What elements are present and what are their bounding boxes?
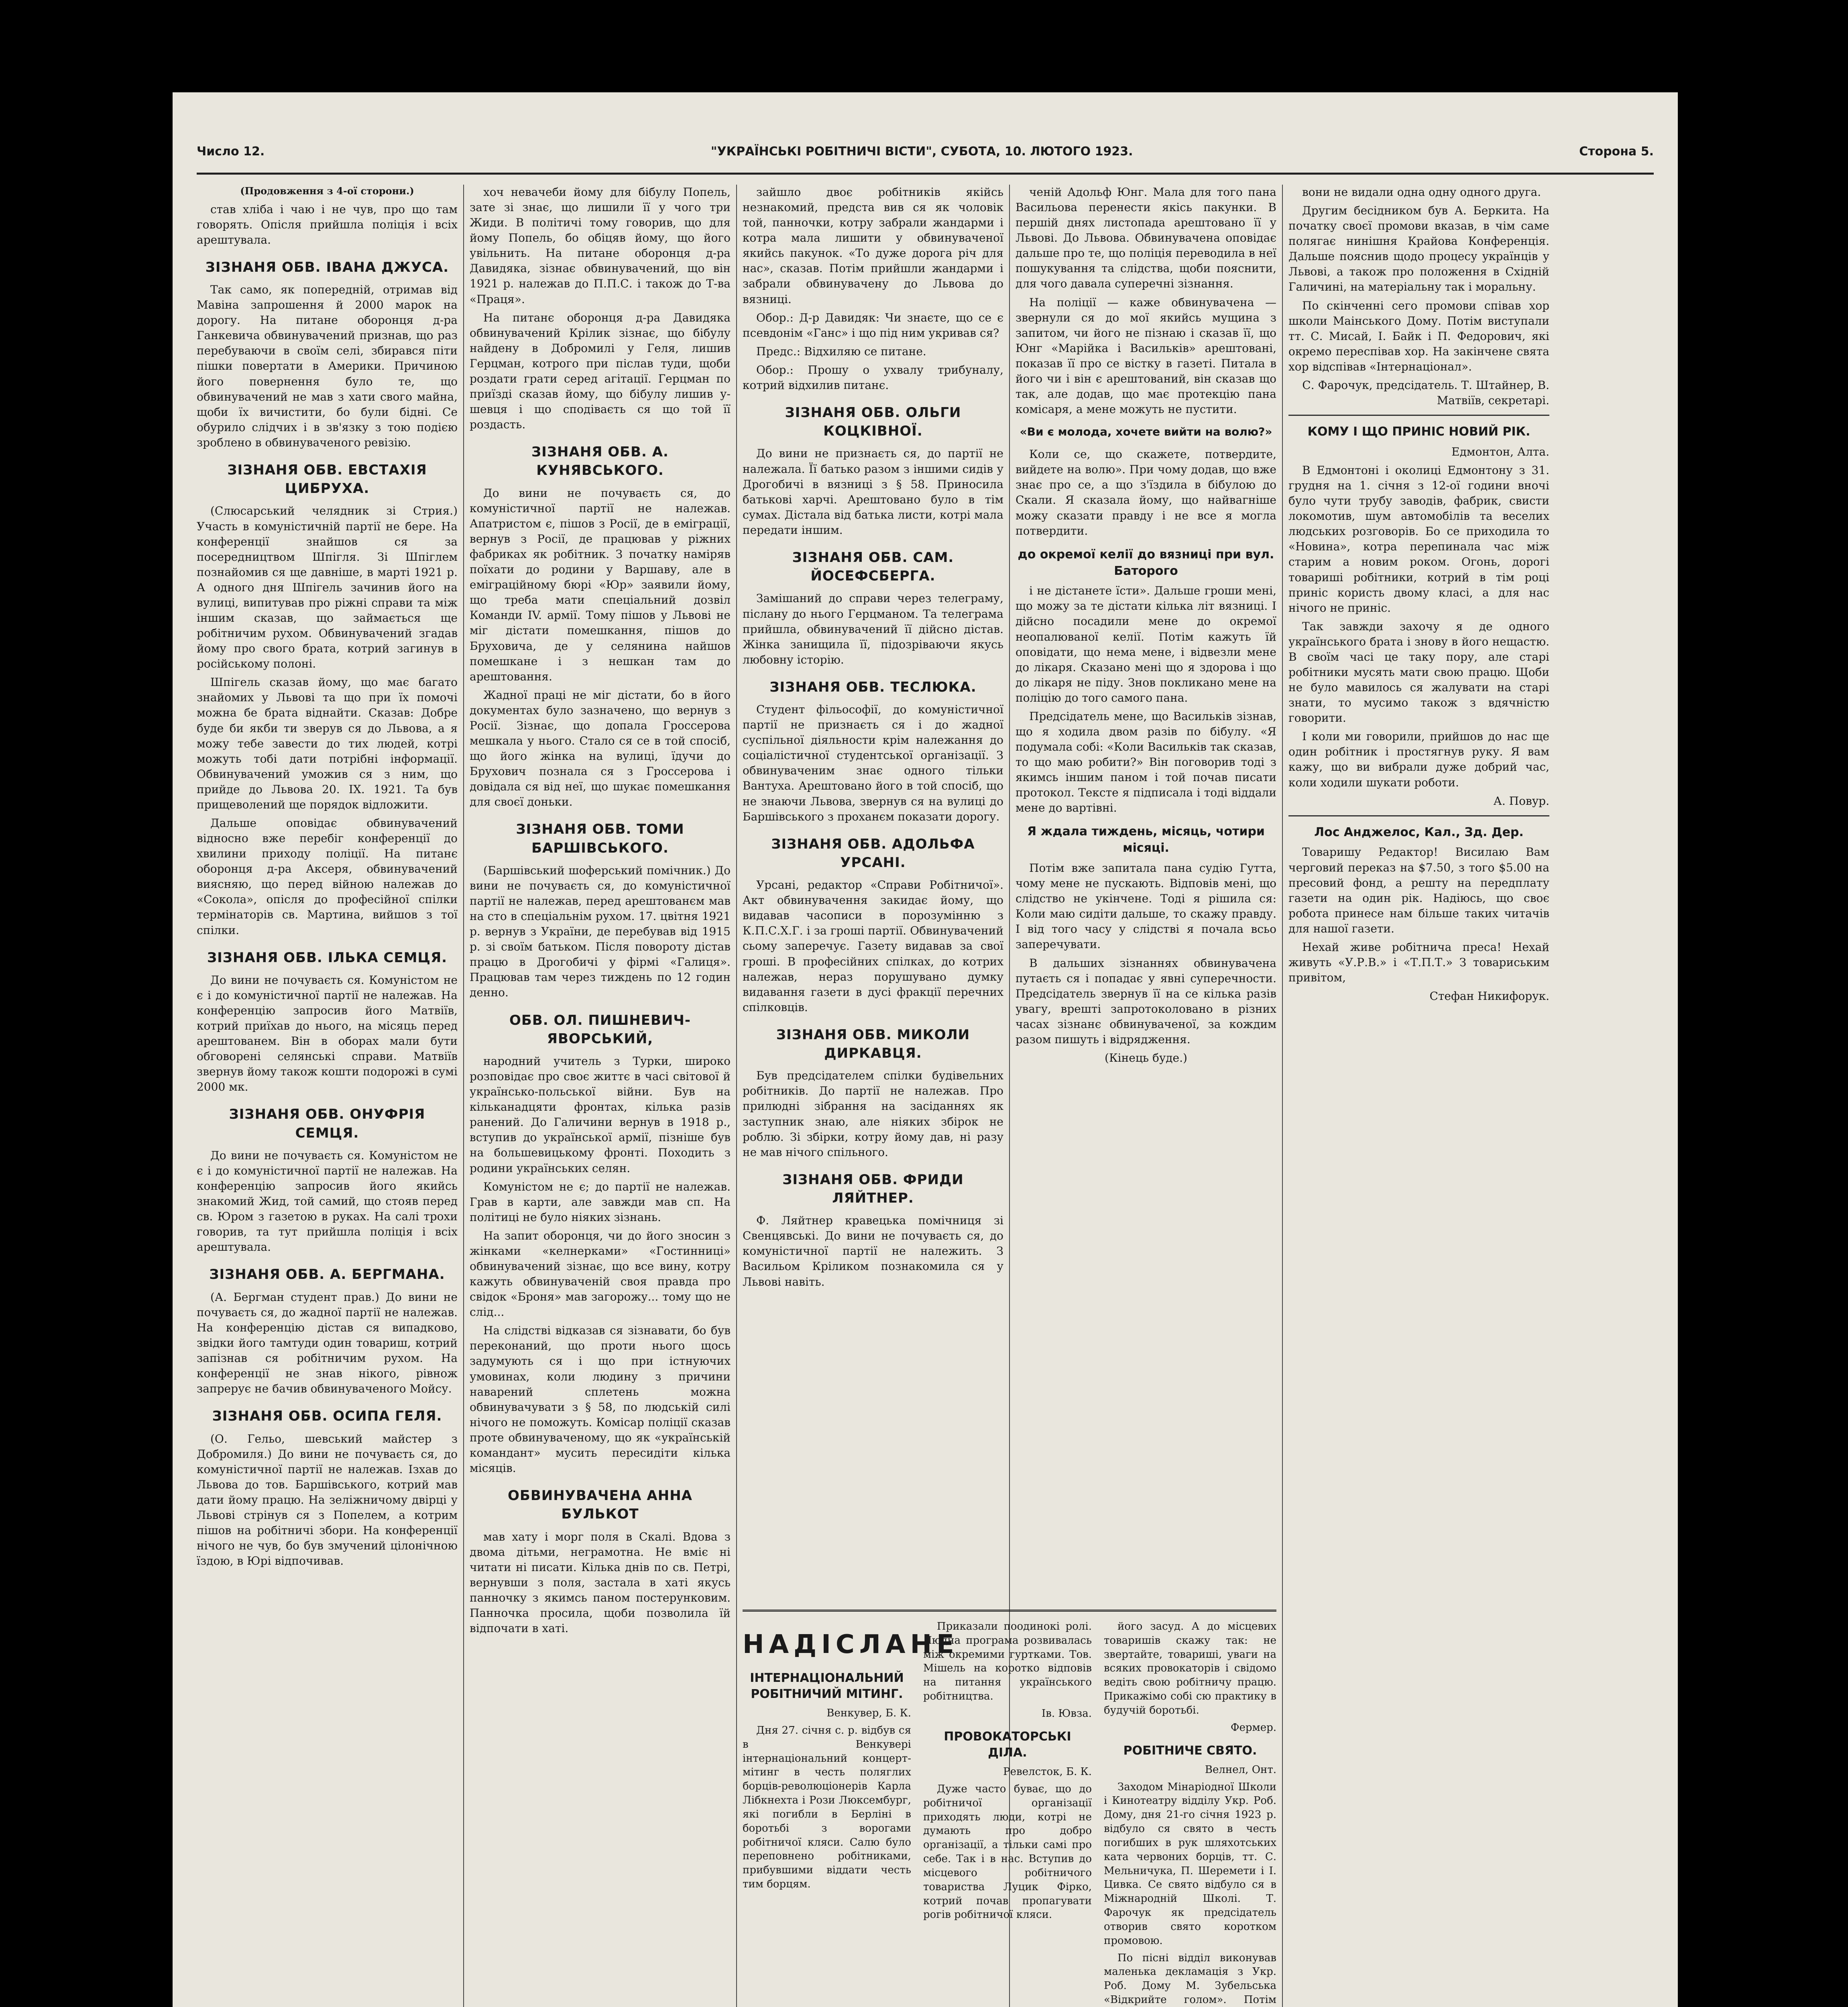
article-text: (Баршівський шоферський помічник.) До вини не почуваєть ся, до комуністичної партії не належав, перед арештованєм мав на сто в спеціальнім рухом. 17. цвітня 1921 р. вернув з України, де перебував від 1915 р. зі своїм батьком. Після повороту дістав працю в Дрогобичі у фірмі «Галиця». Працював там через тиждень по 12 годин денно. bbox=[470, 863, 731, 999]
article-text: Обор.: Прошу о ухвалу трибуналу, котрий відхилив питанє. bbox=[743, 363, 1003, 392]
box-column-1 bbox=[743, 1620, 959, 2007]
section-heading: ПРОВОКАТОРСЬКІ ДІЛА. bbox=[944, 1729, 1071, 1760]
dateline: Венкувер, Б. К. bbox=[826, 1707, 911, 1720]
article-text: На поліції — каже обвинувачена — звернули ся до мої якийсь мущина з запитом, чи його не пізнаю і сказав її, що Юнг «Марійка і Васильків» арештовані, показав її про се вістку в газеті. Питала в його чи і він є арештований, він сказав що так, але додав, що має протекцію пана комісаря, а мене можуть не пустити. bbox=[1016, 295, 1276, 416]
box-column-3 bbox=[1104, 1620, 1276, 2007]
signature: Фермер. bbox=[1230, 1721, 1276, 1734]
article-text: Студент фільософії, до комуністичної партії не признаєть ся і до жадної суспільної діяльности крім належання до соціалістичної студентської організації. З обвинуваченим знає одного тільки Вантуха. Арештовано його в той спосіб, що не знаючи Львова, звернув ся на вулиці до Баршівського з проханєм показати дорогу. bbox=[743, 703, 1003, 823]
divider bbox=[1288, 415, 1549, 416]
divider bbox=[1288, 815, 1549, 816]
article-text: Другим бесідником був А. Беркита. На початку своєї промови вказав, в чім саме полягає нинішня Крайова Конференція. Дальше пояснив щодо процесу українців у Львові, а також про положення в Східній Галичині, на матеріальну так і моральну. bbox=[1288, 204, 1549, 294]
article-text: Коли се, що скажете, потвердите, вийдете на волю». При чому додав, що вже знає про се, а що з'їздила в бібулою до Скали. Я сказала йому, що найвагніше можу сказати правду і не все я могла потвердити. bbox=[1016, 448, 1276, 537]
article-text: До вини не почуваєть ся. Комуністом не є і до комуністичної партії не належав. На конференцію запросив його Матвіїв, котрий приїхав до нього, на місяць перед арештованем. Він в оборах мали бути обговорені селянські справи. Матвіїв звернув йому також кошти подорожі в сумі 2000 мк. bbox=[197, 973, 458, 1094]
article-text: Приказали поодинокі ролі. Людна програма розвивалась між окремими гуртками. Тов. Мішель на коротко відповів на питання українського робітництва. bbox=[923, 1620, 1092, 1703]
pull-quote: «Ви є молода, хочете вийти на волю?» bbox=[1020, 425, 1272, 439]
section-heading: ЗІЗНАНЯ ОБВ. ІЛЬКА СЕМЦЯ. bbox=[207, 949, 448, 966]
article-text: До вини не почуваєть ся. Комуністом не є і до комуністичної партії не належав. На конференцію запросив його якийсь знакомий Жид, той самий, що стояв перед св. Юром з газетою в руках. На салі трохи говорив, та тут прийшла поліція і всіх арештувала. bbox=[197, 1148, 458, 1254]
section-heading: ЗІЗНАНЯ ОБВ. ЕВСТАХІЯ ЦИБРУХА. bbox=[227, 462, 427, 497]
end-note: (Кінець буде.) bbox=[1105, 1051, 1187, 1065]
masthead bbox=[197, 145, 1654, 175]
article-text: Так само, як попередній, отримав від Мавіна запрошення й 2000 марок на дорогу. На питане оборонця д-ра Ганкевича обвинувачений признав, що раз перебуваючи в своїм селі, збирався піти пішки повертати в Америки. Причиною його повернення було те, що обвинувачений не мав з хати свого майна, щоби їх вичистити, бо були бідні. Се обурило слідчих і в зв'язку з тою подією зроблено в обвинуваченого ревізію. bbox=[197, 283, 458, 449]
sub-heading: до окремої келії до вязниці при вул. Баторого bbox=[1018, 547, 1274, 578]
article-text: Дня 27. січня с. р. відбув ся в Венкувері інтернаціональний концерт-мітинг в честь поляглих борців-революціонерів Карла Лібкнехта і Рози Люксембург, які погибли в Берліні в боротьбі з ворогами робітничої кляси. Салю було переповнено робітниками, прибувшими віддати честь тим борцям. bbox=[743, 1724, 911, 1891]
article-text: зайшло двоє робітників якійсь незнакомий, предста вив ся як чоловік той, панночки, котру забрали жандарми і котра мала лишити у обвинуваченої якийсь пакунок. «То дуже дорога річ для нас», сказав. Потім прийшли жандарми і забрали обвинувачену до Львова до вязниці. bbox=[743, 185, 1003, 306]
signature: С. Фарочук, предсідатель. Т. Штайнер, В. Матвіїв, секретарі. bbox=[1302, 378, 1549, 407]
section-heading: РОБІТНИЧЕ СВЯТО. bbox=[1123, 1743, 1257, 1758]
article-text: Обор.: Д-р Давидяк: Чи знаєте, що се є псевдонім «Ганс» і що під ним укривав ся? bbox=[743, 311, 1003, 340]
section-heading: ЗІЗНАНЯ ОБВ. ТОМИ БАРШІВСЬКОГО. bbox=[516, 821, 684, 856]
section-heading: ЗІЗНАНЯ ОБВ. ОСИПА ГЕЛЯ. bbox=[212, 1408, 442, 1425]
article-text: На запит оборонця, чи до його зносин з жінками «келнерками» «Гостинниці» обвинувачений зізнає, що все вину, котру кажуть обвинуваченій своя правда про свідок «Броня» мав загорожу... тому що не слід... bbox=[470, 1229, 731, 1319]
submitted-letters-section bbox=[743, 1610, 1276, 2007]
box-column-2 bbox=[923, 1620, 1092, 2007]
article-text: В дальших зізнаннях обвинувачена путаєть ся і попадає у явні суперечности. Предсідатель звернув її на се кілька разів увагу, врешті запротоколовано в різних часах зізнанє обвинуваченої, за кождим разом пишуть і відрядження. bbox=[1016, 956, 1276, 1046]
section-heading: ЗІЗНАНЯ ОБВ. ОНУФРІЯ СЕМЦЯ. bbox=[229, 1106, 425, 1141]
section-heading: ЗІЗНАНЯ ОБВ. САМ. ЙОСЕФСБЕРГА. bbox=[792, 549, 954, 584]
article-text: Товаришу Редактор! Висилаю Вам черговий переказ на $7.50, з того $5.00 на пресовий фонд, а решту на передплату газети на один рік. Надіюсь, що своє робота принесе нам більше таких читачів для нашої газети. bbox=[1288, 845, 1549, 935]
newspaper-page bbox=[173, 92, 1678, 2007]
article-text: Потім вже запитала пана судію Гутта, чому мене не пускають. Відповів мені, що слідство не укінчене. Тоді я рішила ся: Коли маю сидіти дальше, то скажу правду. І від того часу у слідстві я почала всьо заперечувати. bbox=[1016, 861, 1276, 951]
section-title: НАДІСЛАНЕ bbox=[743, 1630, 959, 1659]
section-heading: ЗІЗНАНЯ ОБВ. ТЕСЛЮКА. bbox=[769, 679, 977, 695]
article-text: Комуністом не є; до партії не належав. Грав в карти, але завжди мав сп. На політиці не було ніяких зізнань. bbox=[470, 1180, 731, 1224]
dateline: Едмонтон, Алта. bbox=[1451, 445, 1549, 458]
section-heading: ЗІЗНАНЯ ОБВ. ФРИДИ ЛЯЙТНЕР. bbox=[782, 1171, 964, 1207]
article-text: До вини не почуваєть ся, до комуністичної партії не належав. Апатристом є, пішов з Росії, де в еміграції, вернув з Росії, де працював у ріжних фабриках як робітник. З початку наміряв поїхати до родини у Варшаву, але в еміграційному бюрі «Юр» заявили йому, що треба мати спеціальний дозвіл Команди IV. армії. Тому пішов у Львові не міг дістати помешкання, пішов до Бруховича, де у селянина найшов помешкане і з нешкан там до арештовання. bbox=[470, 486, 731, 683]
article-text: Шпігель сказав йому, що має багато знайомих у Львові та що при їх помочі можна бе брата віднайти. Сказав: Добре буде би якби ти зверув ся до Львова, а я можу тебе завести до тих людей, котрі можуть тобі дати потрібні інформації. Обвинувачений уможив ся з ним, що прийде до Львова 20. IX. 1921. Та був прищеволений ще порядок відложити. bbox=[197, 676, 458, 811]
article-text: До вини не признаєть ся, до партії не належала. Її батько разом з іншими сидів у Дрогобичі в вязниці з § 58. Приносила батькові харчі. Арештовано було в тім сумах. Дістала від батька листи, котрі мала передати іншим. bbox=[743, 447, 1003, 537]
article-text: Урсані, редактор «Справи Робітничої». Акт обвинувачення закидає йому, що видавав часописи в порозумінню з К.П.С.Х.Г. і за гроші партії. Обвинувачений сьому заперечує. Газету видавав за свої гроші. В професійних спілках, до котрих належав, нераз порушувано думку видавання газети в дусі фракції перечних спілковців. bbox=[743, 878, 1003, 1014]
section-heading: ЗІЗНАНЯ ОБВ. ОЛЬГИ КОЦКІВНОЇ. bbox=[785, 405, 961, 440]
article-text: Нехай живе робітнича преса! Нехай живуть «У.Р.В.» і «Т.П.Т.» З товариським привітом, bbox=[1288, 940, 1549, 985]
dateline: Велнел, Онт. bbox=[1205, 1763, 1276, 1776]
article-text: По пісні відділ виконував маленька декламація з Укр. Роб. Дому М. Зубельська «Відкрийте голом». Потім bbox=[1104, 1952, 1276, 2006]
dateline: Ревелсток, Б. К. bbox=[1003, 1766, 1092, 1778]
section-heading: ОБВИНУВАЧЕНА АННА БУЛЬКОТ bbox=[508, 1488, 692, 1523]
newspaper-title-date: "УКРАЇНСЬКІ РОБІТНИЧІ ВІСТИ", СУБОТА, 10. ЛЮТОГО 1923. bbox=[710, 145, 1133, 159]
article-text: Був предсідателем спілки будівельних робітників. До партії не належав. Про прилюдні зібрання на засіданнях як заступник знаю, але ніяких збірок не роблю. Зі збірки, котру йому дав, ні разу не мав нічого спільного. bbox=[743, 1069, 1003, 1159]
article-text: І коли ми говорили, прийшов до нас ще один робітник і простягнув руку. Я вам кажу, що ви вибрали дуже добрий час, коли ходили шукати роботи. bbox=[1288, 730, 1549, 789]
article-text: вони не видали одна одну одного друга. bbox=[1302, 185, 1541, 199]
article-text: (А. Бергман студент прав.) До вини не почуваєть ся, до жадної партії не належав. На конференцію дістав ся випадково, звідки його тамтуди один товариш, котрий запізнав ся робітничим рухом. На конференції не знав нікого, рівнож запрерує не бачив обвинуваченого Мойсу. bbox=[197, 1290, 458, 1396]
article-text: Заходом Мінаріодної Школи і Кинотеатру відділу Укр. Роб. Дому, дня 21-го січня 1923 р. відбуло ся свято в честь погибших в рук шляхотських ката червоних борців, тт. С. Мельничука, П. Шеремети і І. Цивка. Се свято відбуло ся в Міжнародній Школі. Т. Фарочук як предсідатель отворив свято коротком промовою. bbox=[1104, 1781, 1276, 1947]
article-text: Предсідатель мене, що Васильків зізнав, що я ходила двом разів по бібулу. «Я подумала собі: «Коли Васильків так сказав, то що маю робити?» Він поговорив тоді з якимсь іншим паном і той почав писати протокол. Тексте я підписала і тоді віддали мене до вартівні. bbox=[1016, 709, 1276, 815]
article-text: Дальше оповідає обвинувачений відносно вже перебіг конференції до хвилини приходу поліції. На питанє оборонця д-ра Аксеря, обвинувачений виясняю, що перед війною належав до «Сокола», опісля до професійної спілки термінаторів св. Мартина, вийшов з тої спілки. bbox=[197, 816, 458, 937]
section-heading: ЗІЗНАНЯ ОБВ. ІВАНА ДЖУСА. bbox=[205, 259, 449, 275]
article-text: На питанє оборонця д-ра Давидяка обвинувачений Крілик зізнає, що бібулу найдену в Добромилі у Геля, лишив Герцман, котрого при післав туди, щоби роздати грати серед агітації. Герцман по приїзді сказав йому, що бібулу лишив у-шевця і що сподіваєть ся що той її роздасть. bbox=[470, 311, 731, 432]
article-text: ченій Адольф Юнг. Мала для того пана Васильова перенести якісь пакунки. В першій днях листопада арештовано її у Львові. До Львова. Обвинувачена оповідає дальше про те, що поліція переводила в неї пошукування та слідства, щоби пояснити, для чого давала суперечні зізнання. bbox=[1016, 185, 1276, 291]
article-text: Дуже часто буває, що до робітничої організації приходять люди, котрі не думають про добро організації, а тільки самі про себе. Так і в нас. Вступив до місцевого робітничого товариства Луцик Фірко, котрий почав пропагувати рогів робітничої кляси. bbox=[923, 1783, 1092, 1921]
column-rule bbox=[1282, 185, 1283, 2007]
article-text: Замішаний до справи через телеграму, післану до нього Герцманом. Та телеграма прийшла, обвинувачений її дійсно дістав. Жінка занищила її, підозріваючи якусь любовну історію. bbox=[743, 592, 1003, 666]
section-heading: ОБВ. ОЛ. ПИШНЕВИЧ-ЯВОРСЬКИЙ, bbox=[509, 1012, 691, 1047]
section-heading: ЗІЗНАНЯ ОБВ. А. КУНЯВСЬКОГО. bbox=[531, 444, 669, 479]
signature: Ів. Ювза. bbox=[1041, 1707, 1092, 1720]
signature: А. Повур. bbox=[1493, 794, 1549, 808]
article-text: Жадної праці не міг дістати, бо в його документах було зазначено, що вернув з Росії. Зізнає, що допала Гроссерова мешкала у нього. Стало ся се в той спосіб, що його жінка на вулиці, їдучи до Брухович познала ся з Гроссерова і довідала ся від неї, що шукає помешкання для своєї доньки. bbox=[470, 688, 731, 809]
sub-heading: Я ждала тиждень, місяць, чотири місяці. bbox=[1027, 824, 1265, 855]
continued-note: (Продовження з 4-ої сторони.) bbox=[240, 185, 414, 197]
section-heading: ІНТЕРНАЦІОНАЛЬНИЙ РОБІТНИЧИЙ МІТИНГ. bbox=[750, 1671, 904, 1701]
column-5 bbox=[1288, 185, 1549, 2007]
section-heading: ЗІЗНАНЯ ОБВ. А. БЕРГМАНА. bbox=[209, 1266, 445, 1283]
article-text: став хліба і чаю і не чув, про що там говорять. Опісля прийшла поліція і всіх арештувала. bbox=[197, 202, 458, 246]
article-text: мав хату і морг поля в Скалі. Вдова з двома дітьми, неграмотна. Не вміє ні читати ні писати. Кілька днів по св. Петрі, вернувши з поля, застала в хаті якусь панночку з якимсь паном постерунковим. Панночка просила, щоби позволила їй відпочати в хаті. bbox=[470, 1530, 731, 1635]
article-text: народний учитель з Турки, широко розповідає про своє життє в часі світової й українсько-польської війни. Був на кільканадцяти фронтах, кілька разів ранений. До Галичини вернув в 1918 р., вступив до української армії, пізніше був на большевицькому фронті. Походить з родини українських селян. bbox=[470, 1054, 731, 1175]
column-rule bbox=[463, 185, 464, 2007]
article-text: і не дістанете їсти». Дальше гроши мені, що можу за те дістати кілька літ вязниці. І дійсно посадили мене до окремої неопалюваної келії. Потім кажуть їй оповідати, що нема мене, і відвезли мене до лікаря. Сказано мені що я здорова і що до лікаря не піду. Знов покликано мене на поліцію до того самого пана. bbox=[1016, 584, 1276, 704]
column-2 bbox=[470, 185, 731, 2007]
column-4 bbox=[1016, 185, 1276, 1602]
article-text: Предс.: Відхиляю се питане. bbox=[756, 344, 926, 358]
article-text: Так завжди захочу я де одного українського брата і знову в його нещастю. В своїм часі це таку пору, але старі робітники мусять мати свою працю. Щоби не було мавилось ся жалувати на старі знати, то мусимо також з вдячністю говорити. bbox=[1288, 619, 1549, 725]
section-heading: ЗІЗНАНЯ ОБВ. АДОЛЬФА УРСАНІ. bbox=[771, 836, 975, 871]
article-text: хоч невачеби йому для бібулу Попель, зате зі знає, що лишили її у чого три Жиди. В політичі тому говорив, що для йому Попель, бо обіцяв йому, що його увільнить. На питане оборонця д-ра Давидяка, зізнає обвинувачений, що він 1921 р. належав до П.П.С. і також до Т-ва «Праця». bbox=[470, 185, 731, 306]
article-text: (Слюсарський челядник зі Стрия.) Участь в комуністичній партії не бере. На конференції знайшов ся за посередництвом Шпігля. Зі Шпіглем познайомив ся ще давніше, в марті 1921 р. А одного дня Шпігель зачинив його на вулиці, випитував про ріжні справи та між іншим сказав, що займається ще робітничим рухом. Обвинувачений згадав йому про свого брата, котрий загинув в російському полоні. bbox=[197, 504, 458, 671]
article-text: На слідстві відказав ся зізнавати, бо був переконаний, що проти нього щось задумують ся і що при істнуючих умовинах, коли людину з причини наварений сплетень можна обвинувачувати з § 58, по людській силі нічого не поможуть. Комісар поліції сказав проте обвинуваченому, що як «українській командант» мусить пересидіти кілька місяців. bbox=[470, 1324, 731, 1475]
article-text: По скінченні сего промови співав хор школи Маінського Дому. Потім виступали тт. С. Мисай, І. Байк і П. Федорович, які окремо переспівав хор. На закінчене свята хор відспівав «Інтернаціонал». bbox=[1288, 299, 1549, 373]
article-text: Ф. Ляйтнер кравецька помічниця зі Свенцявські. До вини не почуваєть ся, до комуністичної партії не належить. З Васильом Кріликом познакомила ся у Львові навіть. bbox=[743, 1214, 1003, 1288]
article-text: його засуд. А до місцевих товаришів скажу так: не звертайте, товариші, уваги на всяких провокаторів і свідомо ведіть свою робітничу працю. Прикажімо собі сю практику в будучій боротьбі. bbox=[1104, 1620, 1276, 1716]
section-heading: ЗІЗНАНЯ ОБВ. МИКОЛИ ДИРКАВЦЯ. bbox=[776, 1026, 970, 1062]
issue-number: Число 12. bbox=[197, 145, 265, 159]
page-number: Сторона 5. bbox=[1579, 145, 1654, 159]
column-1 bbox=[197, 185, 458, 2007]
article-text: (О. Гельо, шевський майстер з Добромиля.) До вини не почуваєть ся, до комуністичної партії не належав. Ізхав до Львова до тов. Баршівського, котрий мав дати йому працю. На зеліжничому двірці у Львові стрінув ся з Попелем, а котрим пішов на робітничі збори. На конференції нічого не чув, бо був змучений цілонічною їздою, в Юрі відпочивав. bbox=[197, 1432, 458, 1568]
column-rule bbox=[736, 185, 737, 2007]
section-heading: Лос Анджелос, Кал., Зд. Дер. bbox=[1314, 825, 1524, 839]
column-3 bbox=[743, 185, 1003, 1602]
article-text: В Едмонтоні і околиці Едмонтону з 31. грудня на 1. січня з 12-ої години вночі було чути трубу заводів, фабрик, свисти локомотив, шум автомобілів та веселих людських розговорів. Бо се приходила то «Новина», котра перепинала час між старим а новим роком. Огонь, дорогі товариші робітники, котрий в тім році приніс користь двому класі, а для нас нічого не приніс. bbox=[1288, 463, 1549, 615]
section-heading: КОМУ І ЩО ПРИНІС НОВИЙ РІК. bbox=[1307, 425, 1531, 439]
signature: Стефан Никифорук. bbox=[1429, 989, 1549, 1003]
